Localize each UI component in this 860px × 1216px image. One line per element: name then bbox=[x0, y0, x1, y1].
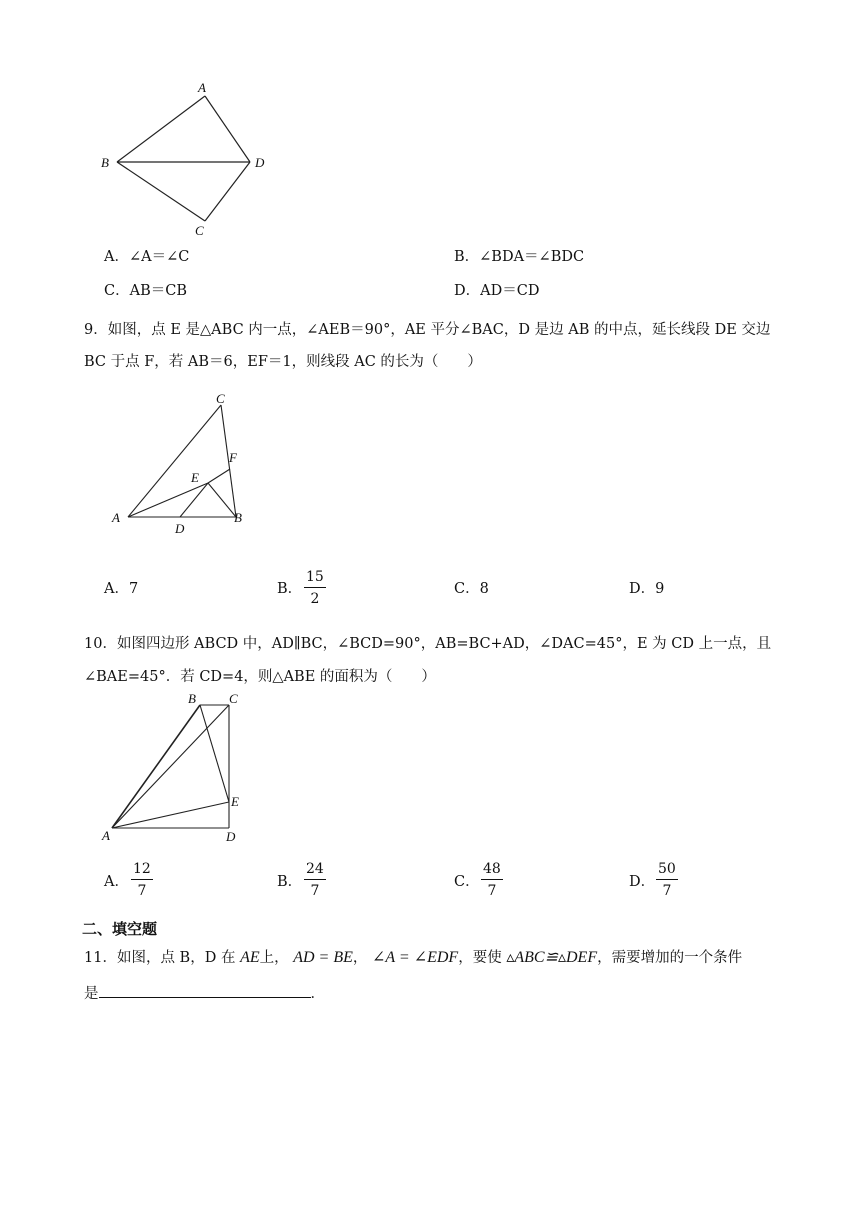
option-letter: D． bbox=[454, 283, 481, 299]
fraction-numerator: 24 bbox=[304, 862, 326, 880]
q8-option-b[interactable] bbox=[454, 250, 584, 265]
option-letter: C． bbox=[454, 581, 480, 597]
vertex-label-c: C bbox=[229, 691, 238, 706]
q11-math-congruence: ▵ABC≌▵DEF bbox=[506, 949, 598, 966]
vertex-label-e: E bbox=[231, 794, 239, 809]
q11-line2-prefix: 是 bbox=[84, 986, 99, 1002]
q9-text-line-1: 9．如图，点 E 是△ABC 内一点，∠AEB＝90°，AE 平分∠BAC，D 是边 AB 的中点，延长线段 DE 交边 bbox=[84, 322, 771, 338]
figure-q8 bbox=[95, 78, 275, 240]
option-letter: B． bbox=[454, 249, 480, 265]
fraction-denominator: 7 bbox=[137, 883, 147, 899]
option-letter: B． bbox=[277, 874, 303, 890]
q9-option-b-fraction bbox=[304, 570, 326, 606]
q11-line2-suffix: ． bbox=[310, 986, 325, 1002]
figure-q9 bbox=[105, 388, 265, 540]
vertex-label-a: A bbox=[102, 828, 110, 843]
q11-text-4: ，需要增加的一个条件 bbox=[597, 950, 743, 966]
option-letter: C． bbox=[104, 283, 130, 299]
q10-option-c[interactable] bbox=[454, 875, 480, 890]
vertex-label-a: A bbox=[112, 510, 120, 525]
option-text: ∠BDA＝∠BDC bbox=[479, 249, 585, 265]
fraction-numerator: 15 bbox=[304, 570, 326, 588]
option-letter: A． bbox=[104, 249, 129, 265]
vertex-label-c: C bbox=[195, 223, 204, 238]
fraction-denominator: 7 bbox=[310, 883, 320, 899]
q10-option-d[interactable] bbox=[629, 875, 655, 890]
vertex-label-c: C bbox=[216, 391, 225, 406]
section-heading-fill-in: 二、填空题 bbox=[82, 920, 158, 938]
option-text: AB＝CB bbox=[129, 283, 187, 299]
q11-math-ad-be: AD = BE bbox=[293, 949, 353, 966]
vertex-label-d: D bbox=[226, 829, 236, 844]
fraction-denominator: 2 bbox=[310, 591, 320, 607]
option-letter: B． bbox=[277, 581, 303, 597]
option-text: 7 bbox=[128, 581, 139, 597]
vertex-label-b: B bbox=[188, 691, 196, 706]
q11-text-line-1 bbox=[84, 946, 742, 967]
q10-option-c-fraction bbox=[481, 862, 503, 898]
q11-prefix: 11．如图，点 B，D 在 bbox=[84, 950, 236, 966]
option-text: AD＝CD bbox=[480, 283, 540, 299]
q11-text-line-2 bbox=[84, 982, 325, 1003]
q11-answer-blank[interactable] bbox=[99, 983, 311, 998]
q9-text-line-2: BC 于点 F，若 AB＝6，EF＝1，则线段 AC 的长为（ ） bbox=[84, 354, 482, 370]
q10-option-a-fraction bbox=[131, 862, 153, 898]
fraction-denominator: 7 bbox=[662, 883, 672, 899]
figure-q10 bbox=[98, 688, 258, 848]
vertex-label-b: B bbox=[101, 155, 109, 170]
vertex-label-e: E bbox=[191, 470, 199, 485]
q11-text-1: 上， bbox=[259, 950, 289, 966]
q10-option-a[interactable] bbox=[104, 875, 129, 890]
option-letter: C． bbox=[454, 874, 480, 890]
fraction-numerator: 12 bbox=[131, 862, 153, 880]
vertex-label-f: F bbox=[229, 450, 237, 465]
option-letter: D． bbox=[629, 874, 656, 890]
q9-option-d[interactable] bbox=[629, 582, 664, 597]
q8-option-a[interactable] bbox=[104, 250, 189, 265]
vertex-label-d: D bbox=[175, 521, 185, 536]
fraction-numerator: 50 bbox=[656, 862, 678, 880]
option-text: 8 bbox=[479, 581, 489, 597]
q11-math-angle: ∠A = ∠EDF bbox=[372, 949, 459, 966]
q11-math-ae: AE bbox=[240, 949, 260, 966]
fraction-denominator: 7 bbox=[487, 883, 497, 899]
option-text: ∠A＝∠C bbox=[128, 249, 190, 265]
option-text: 9 bbox=[655, 581, 665, 597]
q10-text-line-1: 10．如图四边形 ABCD 中，AD∥BC，∠BCD=90°，AB=BC+AD，∠DAC=45°，E 为 CD 上一点，且 bbox=[84, 636, 772, 652]
option-letter: D． bbox=[629, 581, 656, 597]
fraction-numerator: 48 bbox=[481, 862, 503, 880]
q8-option-d[interactable] bbox=[454, 284, 539, 299]
q9-option-c[interactable] bbox=[454, 582, 489, 597]
q8-option-c[interactable] bbox=[104, 284, 187, 299]
q10-text-line-2: ∠BAE=45°．若 CD=4，则△ABE 的面积为（ ） bbox=[84, 669, 436, 685]
q11-text-2: ， bbox=[352, 950, 368, 966]
option-letter: A． bbox=[104, 581, 129, 597]
q9-option-a[interactable] bbox=[104, 582, 138, 597]
vertex-label-d: D bbox=[255, 155, 265, 170]
q9-option-b[interactable] bbox=[277, 582, 302, 597]
vertex-label-b: B bbox=[234, 510, 242, 525]
q10-option-d-fraction bbox=[656, 862, 678, 898]
q10-option-b[interactable] bbox=[277, 875, 302, 890]
q11-text-3: ，要使 bbox=[458, 950, 502, 966]
option-letter: A． bbox=[104, 874, 129, 890]
vertex-label-a: A bbox=[198, 80, 206, 95]
q10-option-b-fraction bbox=[304, 862, 326, 898]
